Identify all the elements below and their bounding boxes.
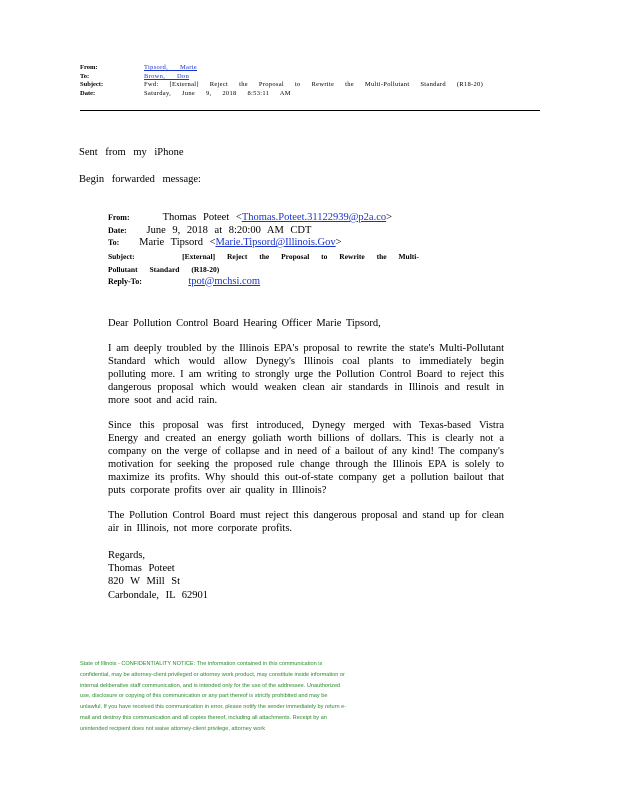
signature-address-line-1: 820 W Mill St bbox=[108, 576, 181, 588]
header-from-row bbox=[80, 64, 540, 73]
header-to-value[interactable]: Brown, Don bbox=[144, 72, 190, 80]
fwd-date-row bbox=[108, 225, 448, 238]
forwarded-header bbox=[108, 212, 448, 288]
letter-paragraph-1: I am deeply troubled by the Illinois EPA's proposal to rewrite the state's Multi-Pollutant Standard which would allow Dynegy's Illinois coal plants to immediately begin polluting more. I am writing to strongly urge the Pollution Control Board to reject this dangerous proposal which would weaken clean air standards in Illinois and result in more soot and acid rain. bbox=[108, 343, 504, 407]
fwd-from-close: > bbox=[386, 212, 393, 223]
header-date-value: Saturday, June 9, 2018 8:53:11 AM bbox=[144, 89, 291, 97]
letter-body bbox=[108, 318, 504, 602]
header-subject-label: Subject: bbox=[80, 81, 104, 88]
fwd-to-name: Marie Tipsord < bbox=[139, 237, 216, 248]
fwd-from-email-link[interactable]: Thomas.Poteet.31122939@p2a.co bbox=[241, 212, 387, 223]
fwd-reply-label: Reply-To: bbox=[108, 276, 142, 286]
begin-forwarded-line: Begin forwarded message: bbox=[79, 174, 201, 185]
signature-block bbox=[108, 549, 504, 602]
header-from-label: From: bbox=[80, 64, 98, 71]
letter-paragraph-3: The Pollution Control Board must reject this dangerous proposal and stand up for clean air in Illinois, not more corporate profits. bbox=[108, 510, 504, 535]
fwd-from-row bbox=[108, 212, 448, 225]
fwd-date-value: June 9, 2018 at 8:20:00 AM CDT bbox=[146, 224, 312, 236]
confidentiality-notice: State of Illinois - CONFIDENTIALITY NOTICE: The information contained in this communication is confidential, may be attorney-client privileged or attorney work product, may constitute inside information or internal deliberative staff communication, and is intended only for the use of the addressee. Unauthorized use, disclosure or copying of this communication or any part thereof is strictly prohibited and may be unlawful. If you have received this communication in error, please notify the sender immediately by return e-mail and destroy this communication and all copies thereof, including all attachments. Receipt by an unintended recipient does not waive attorney-client privilege, attorney work bbox=[80, 661, 347, 732]
fwd-to-email-link[interactable]: Marie.Tipsord@Illinois.Gov bbox=[215, 237, 336, 248]
header-date-row bbox=[80, 90, 540, 99]
signature-address-line-2: Carbondale, IL 62901 bbox=[108, 589, 209, 601]
signature-closing: Regards, bbox=[108, 549, 146, 561]
header-to-label: To: bbox=[80, 72, 90, 80]
fwd-to-row bbox=[108, 237, 448, 250]
header-subject-value: Fwd: [External] Reject the Proposal to Rewrite the Multi-Pollutant Standard (R18-20) bbox=[144, 81, 484, 88]
header-to-row bbox=[80, 73, 540, 82]
fwd-from-label: From: bbox=[108, 213, 130, 222]
letter-paragraph-2: Since this proposal was first introduced, Dynegy merged with Texas-based Vistra Energy and created an energy goliath worth billions of dollars. This is clearly not a company on the verge of collapse and in need of a bailout of any kind! The company's motivation for seeking the proposed rule change through the Illinois EPA is solely to maximize its profits. Why should this out-of-state company get a pollution bailout that puts corporate profits over air quality in Illinois? bbox=[108, 420, 504, 496]
fwd-from-name: Thomas Poteet < bbox=[162, 212, 242, 223]
fwd-subject-value: [External] Reject the Proposal to Rewrite the Multi-Pollutant Standard (R18-20) bbox=[108, 251, 419, 274]
sent-from-line: Sent from my iPhone bbox=[79, 147, 184, 158]
email-header bbox=[80, 64, 540, 98]
fwd-to-close: > bbox=[335, 237, 342, 248]
header-from-value[interactable]: Tipsord, Marie bbox=[144, 64, 197, 71]
fwd-to-label: To: bbox=[108, 238, 120, 247]
fwd-reply-email-link[interactable]: tpot@mchsi.com bbox=[188, 275, 261, 287]
header-date-label: Date: bbox=[80, 89, 96, 97]
fwd-subject-row bbox=[108, 250, 448, 276]
signature-name: Thomas Poteet bbox=[108, 562, 175, 574]
fwd-date-label: Date: bbox=[108, 225, 127, 235]
header-subject-row bbox=[80, 81, 540, 90]
letter-salutation: Dear Pollution Control Board Hearing Officer Marie Tipsord, bbox=[108, 318, 381, 329]
header-divider bbox=[80, 110, 540, 111]
fwd-reply-row bbox=[108, 276, 448, 289]
fwd-subject-label: Subject: bbox=[108, 251, 135, 261]
